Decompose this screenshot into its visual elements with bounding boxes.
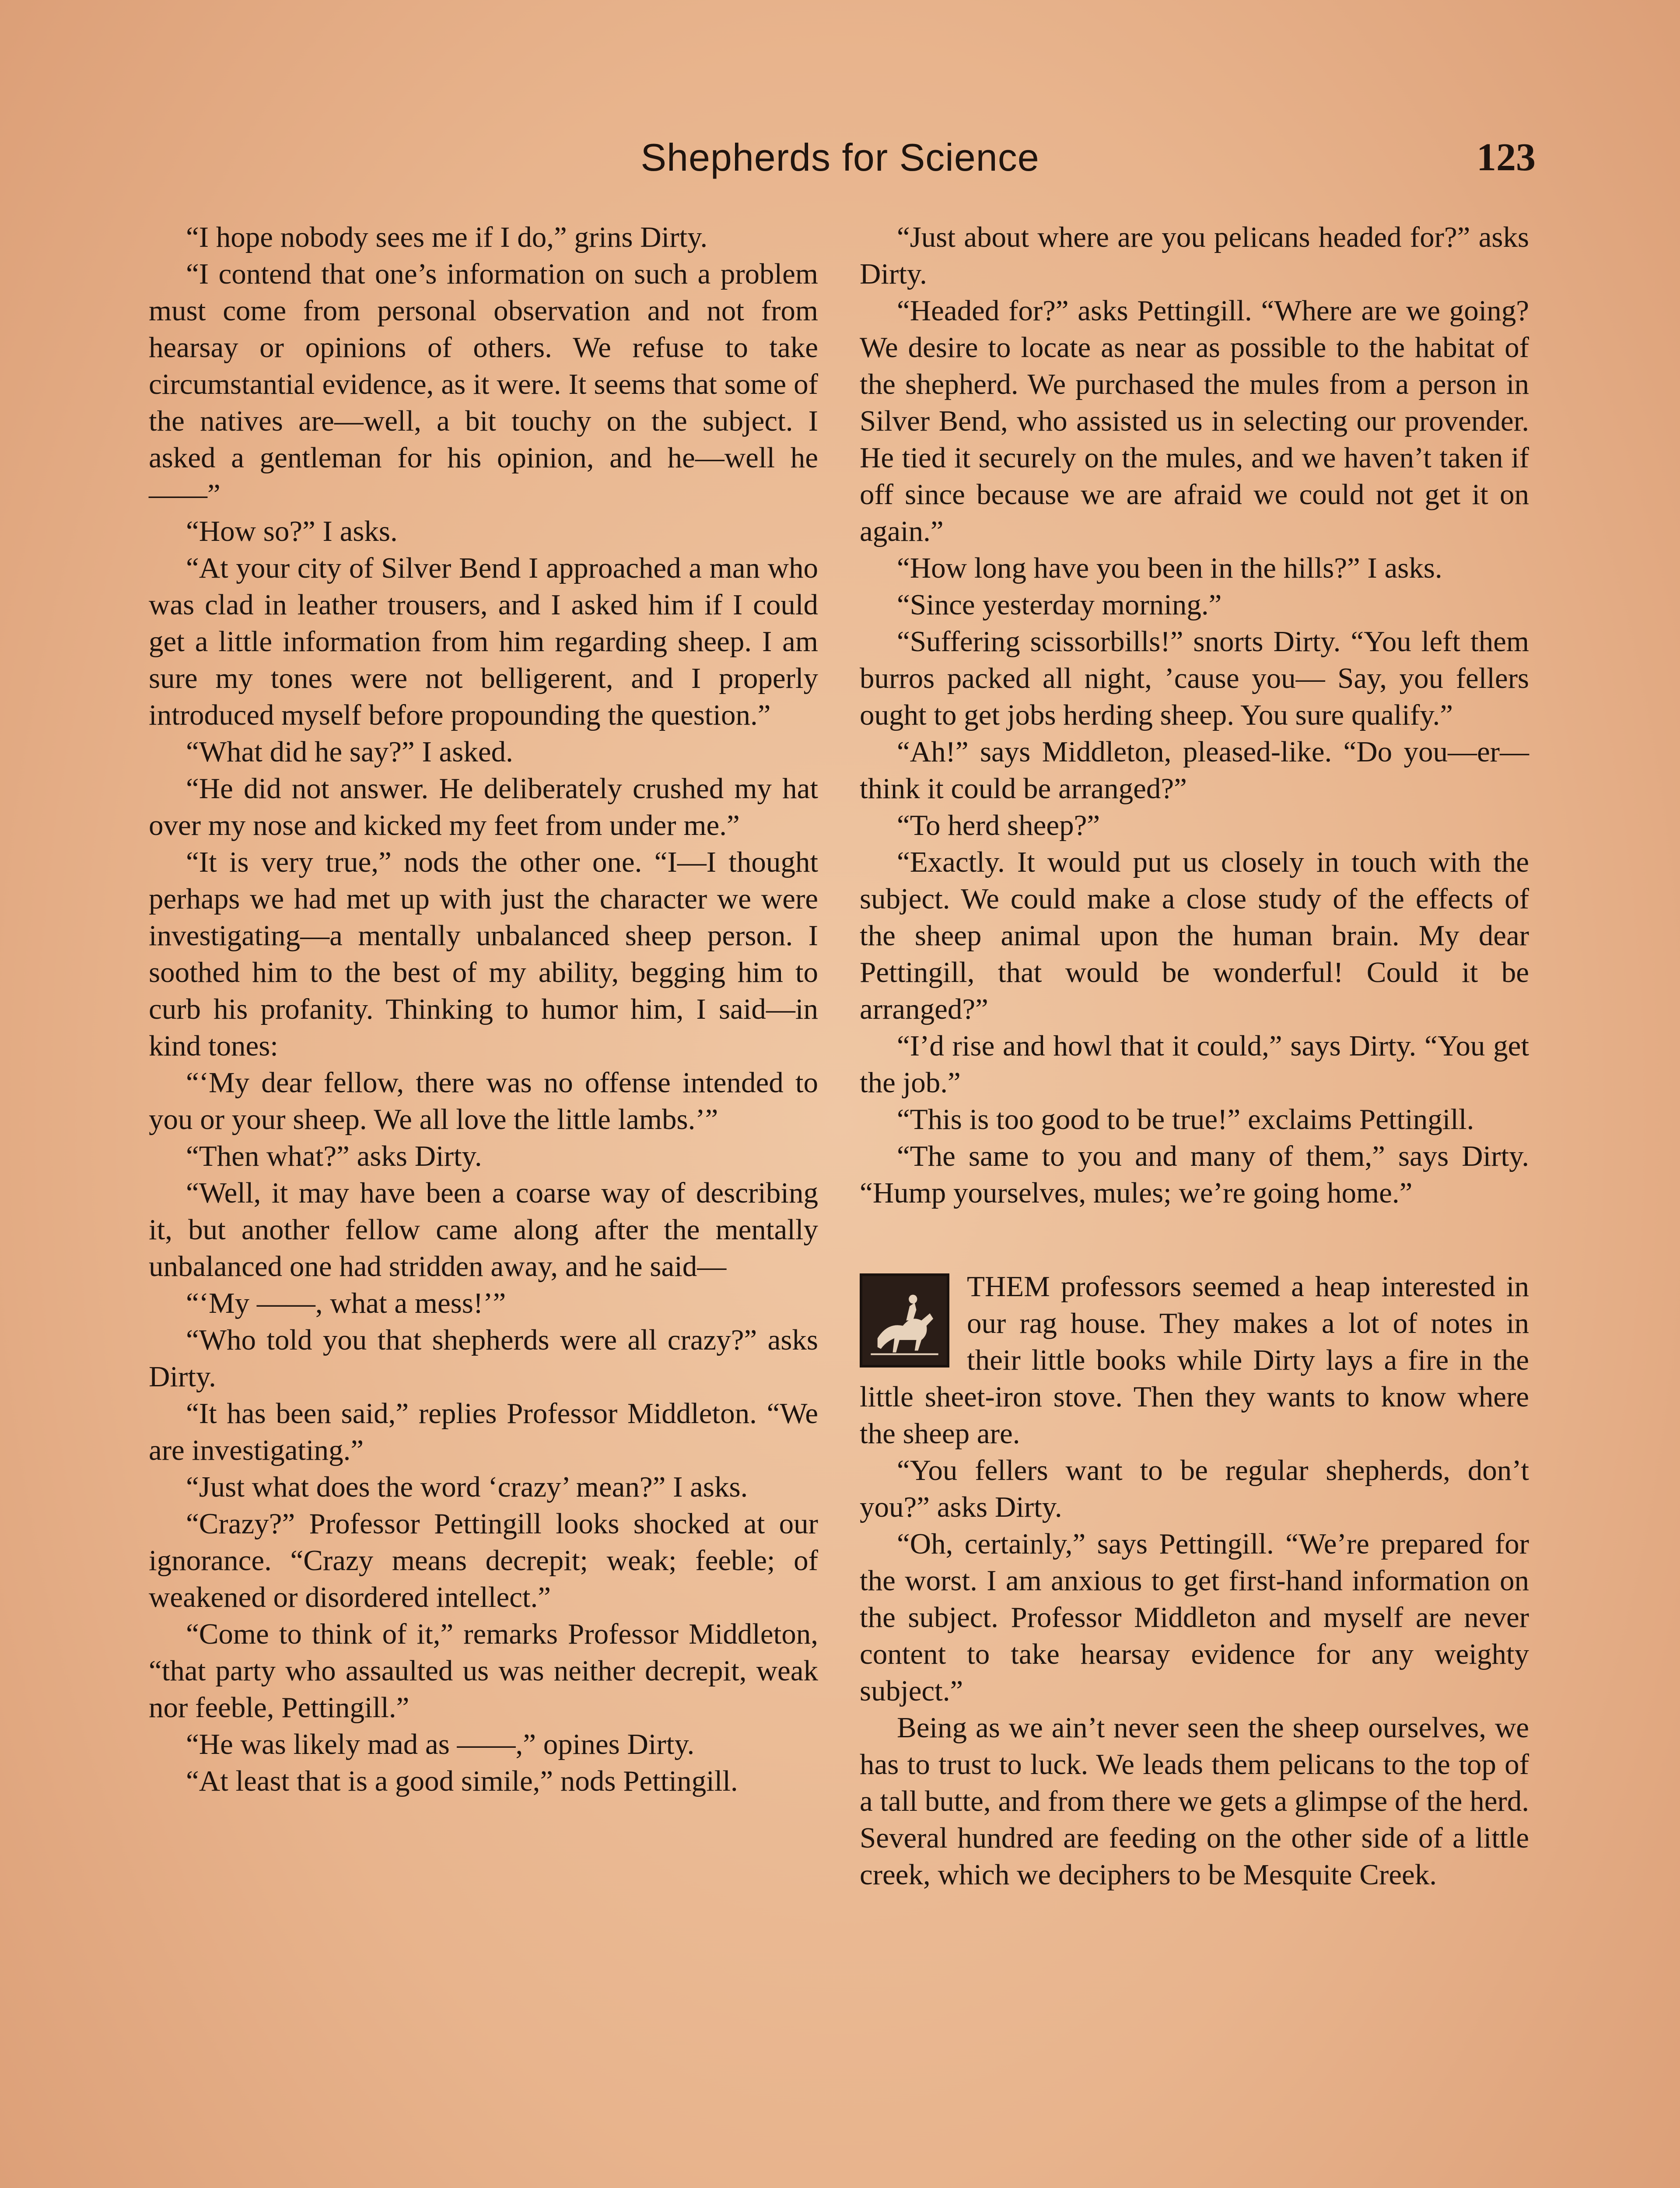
paragraph: “The same to you and many of them,” says Dirty. “Hump yourselves, mules; we’re going home.” [860, 1140, 1529, 1209]
paragraph: “Exactly. It would put us closely in touch with the subject. We could make a close study of the effects of the sheep animal upon the human brain. My dear Pettingill, that would be wonderful! Could it be arranged?” [860, 846, 1529, 1025]
paragraph: Being as we ain’t never seen the sheep ourselves, we has to trust to luck. We leads them pelicans to the top of a tall butte, and from there we gets a glimpse of the herd. Several hundred are feeding on the other side of a little creek, which we deciphers to be Mesquite Creek. [860, 1711, 1529, 1891]
paragraph: “To herd sheep?” [897, 809, 1100, 842]
paragraph: “Crazy?” Professor Pettingill looks shocked at our ignorance. “Crazy means decrepit; weak; feeble; of weakened or disordered intellect.” [149, 1508, 818, 1613]
paragraph: “Who told you that shepherds were all crazy?” asks Dirty. [149, 1324, 818, 1393]
paragraph: “Well, it may have been a coarse way of describing it, but another fellow came along after the mentally unbalanced one had stridden away, and he said— [149, 1177, 818, 1283]
paragraph: “This is too good to be true!” exclaims Pettingill. [897, 1103, 1474, 1136]
section-start-paragraph [860, 1268, 1529, 1452]
paragraph: “Headed for?” asks Pettingill. “Where are we going? We desire to locate as near as possible to the habitat of the shepherd. We purchased the mules from a person in Silver Bend, who assisted us in selecting our provender. He tied it securely on the mules, and we haven’t taken if off since because we are afraid we could not get it on again.” [860, 295, 1529, 547]
paragraph: “At your city of Silver Bend I approached a man who was clad in leather trousers, and I asked him if I could get a little information from him regarding sheep. I am sure my tones were not belligerent, and I properly introduced myself before propounding the question.” [149, 552, 818, 731]
section-start-text: THEM professors seemed a heap interested in our rag house. They makes a lot of notes in their little books while Dirty lays a fire in the little sheet-iron stove. Then they wants to know where the sheep are. [860, 1270, 1529, 1450]
paragraph: “He was likely mad as ——,” opines Dirty. [186, 1728, 695, 1760]
paragraph: “It is very true,” nods the other one. “I—I thought perhaps we had met up with just the character we were investigating—a mentally unbalanced sheep person. I soothed him to the best of my ability, begging him to curb his profanity. Thinking to humor him, I said—in kind tones: [149, 846, 818, 1062]
paragraph: “I’d rise and howl that it could,” says Dirty. “You get the job.” [860, 1030, 1529, 1099]
horse-rider-vignette-icon [860, 1273, 949, 1368]
paragraph: “You fellers want to be regular shepherds, don’t you?” asks Dirty. [860, 1454, 1529, 1523]
page-number: 123 [1477, 136, 1536, 179]
left-column [149, 219, 818, 1799]
paragraph: “Just about where are you pelicans headed for?” asks Dirty. [860, 221, 1529, 290]
paragraph: “Ah!” says Middleton, pleased-like. “Do you—er—think it could be arranged?” [860, 736, 1529, 805]
paragraph: “I hope nobody sees me if I do,” grins Dirty. [186, 221, 708, 253]
paragraph: “Come to think of it,” remarks Professor Middleton, “that party who assaulted us was neither decrepit, weak nor feeble, Pettingill.” [149, 1618, 818, 1724]
paragraph: “At least that is a good simile,” nods Pettingill. [186, 1765, 738, 1797]
page-header [144, 131, 1536, 184]
running-title: Shepherds for Science [640, 136, 1040, 179]
paragraph: “How long have you been in the hills?” I asks. [897, 552, 1442, 584]
paragraph: “What did he say?” I asked. [186, 736, 513, 768]
paragraph: “He did not answer. He deliberately crushed my hat over my nose and kicked my feet from under me.” [149, 772, 818, 842]
paragraph: “Suffering scissorbills!” snorts Dirty. “You left them burros packed all night, ’cause you— Say, you fellers ought to get jobs herding sheep. You sure qualify.” [860, 625, 1529, 731]
paragraph: “I contend that one’s information on such a problem must come from personal observation and not from hearsay or opinions of others. We refuse to take circumstantial evidence, as it were. It seems that some of the natives are—well, a bit touchy on the subject. I asked a gentleman for his opinion, and he—well he——” [149, 258, 818, 511]
paragraph: “Since yesterday morning.” [897, 589, 1222, 621]
paragraph: “How so?” I asks. [186, 515, 398, 547]
paragraph: “Just what does the word ‘crazy’ mean?” I asks. [186, 1471, 748, 1503]
paragraph: “‘My ——, what a mess!’” [186, 1287, 506, 1319]
paragraph: “Oh, certainly,” says Pettingill. “We’re prepared for the worst. I am anxious to get first-hand information on the subject. Professor Middleton and myself are never content to take hearsay evidence for any weighty subject.” [860, 1528, 1529, 1707]
paragraph: “Then what?” asks Dirty. [186, 1140, 482, 1172]
right-column [860, 219, 1529, 1893]
paragraph: “It has been said,” replies Professor Middleton. “We are investigating.” [149, 1397, 818, 1466]
paragraph: “‘My dear fellow, there was no offense intended to you or your sheep. We all love the little lambs.’” [149, 1066, 818, 1136]
